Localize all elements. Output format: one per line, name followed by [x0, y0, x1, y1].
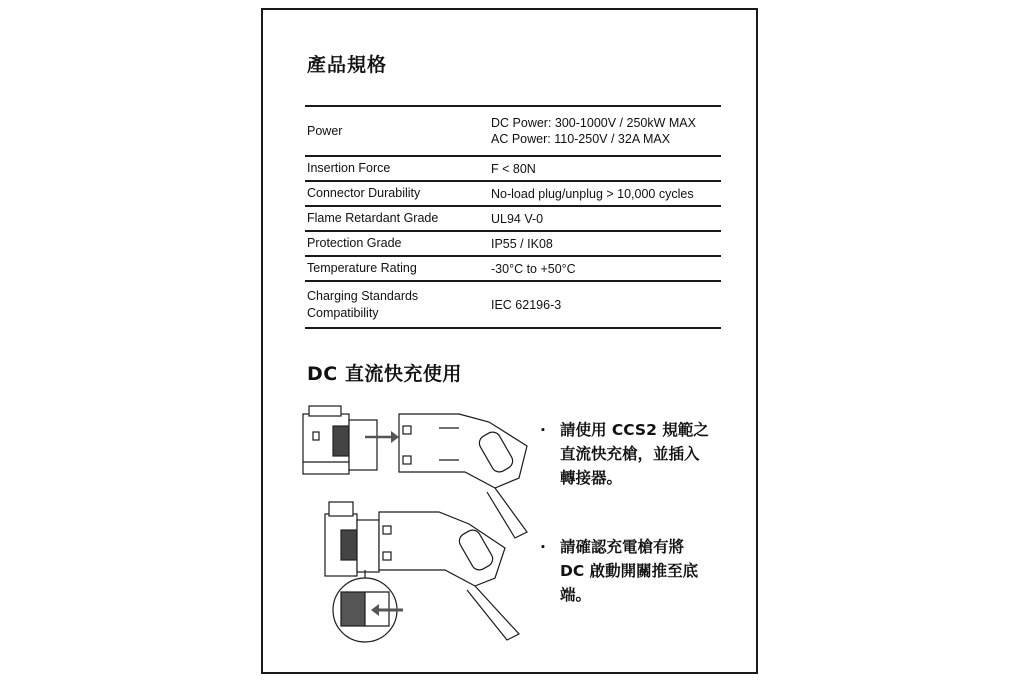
spec-value-line: F < 80N: [491, 161, 536, 176]
spec-label: [305, 288, 491, 322]
table-row: [305, 157, 721, 182]
spec-label: [305, 160, 491, 177]
spec-label: [305, 185, 491, 202]
instruction-text: [560, 535, 720, 607]
spec-value: [491, 211, 721, 227]
spec-label: [305, 235, 491, 252]
spec-value-line: UL94 V-0: [491, 211, 544, 226]
zoom-detail: [333, 570, 403, 642]
spec-title: 產品規格: [307, 54, 388, 76]
dc-section-title: DC 直流快充使用: [307, 363, 462, 385]
spec-value: [491, 115, 721, 147]
spec-label-line: Connector Durability: [307, 186, 421, 200]
spec-label-line: Flame Retardant Grade: [307, 211, 439, 225]
spec-table: [305, 105, 721, 329]
spec-value-line: DC Power: 300-1000V / 250kW MAX: [491, 116, 696, 130]
spec-value: [491, 261, 721, 277]
spec-value-line: AC Power: 110-250V / 32A MAX: [491, 132, 671, 146]
spec-label-line: Compatibility: [307, 305, 379, 320]
spec-value: [491, 161, 721, 177]
instruction-line: 轉接器。: [560, 469, 623, 487]
spec-value-line: No-load plug/unplug > 10,000 cycles: [491, 186, 694, 201]
table-row: [305, 232, 721, 257]
spec-label: [305, 123, 491, 140]
spec-label-line: Power: [307, 123, 343, 138]
document-page: [261, 8, 758, 674]
table-row: [305, 107, 721, 157]
spec-label-line: Charging Standards: [307, 288, 419, 303]
instruction-text: [560, 418, 720, 490]
instruction-line: 端。: [560, 586, 592, 604]
spec-value: [491, 297, 721, 313]
instruction-line: 直流快充槍，並插入: [560, 445, 700, 463]
instruction-line: DC 啟動開關推至底: [560, 562, 699, 580]
spec-label: [305, 260, 491, 277]
spec-label: [305, 210, 491, 227]
bullet-marker: ·: [540, 538, 546, 556]
spec-value-line: IEC 62196-3: [491, 297, 562, 312]
spec-label-line: Insertion Force: [307, 161, 391, 175]
spec-value: [491, 236, 721, 252]
connector-illustration: [299, 402, 539, 652]
spec-label-line: Temperature Rating: [307, 261, 417, 275]
table-row: [305, 257, 721, 282]
adapter-drawing: [303, 406, 377, 474]
table-row: [305, 182, 721, 207]
bullet-marker: ·: [540, 421, 546, 439]
spec-value: [491, 186, 721, 202]
table-row: [305, 207, 721, 232]
spec-value-line: IP55 / IK08: [491, 236, 553, 251]
instruction-line: 請確認充電槍有將: [560, 538, 685, 556]
instruction-line: 請使用 CCS2 規範之: [560, 421, 709, 439]
spec-value-line: -30°C to +50°C: [491, 261, 576, 276]
spec-label-line: Protection Grade: [307, 236, 402, 250]
table-row: [305, 282, 721, 329]
